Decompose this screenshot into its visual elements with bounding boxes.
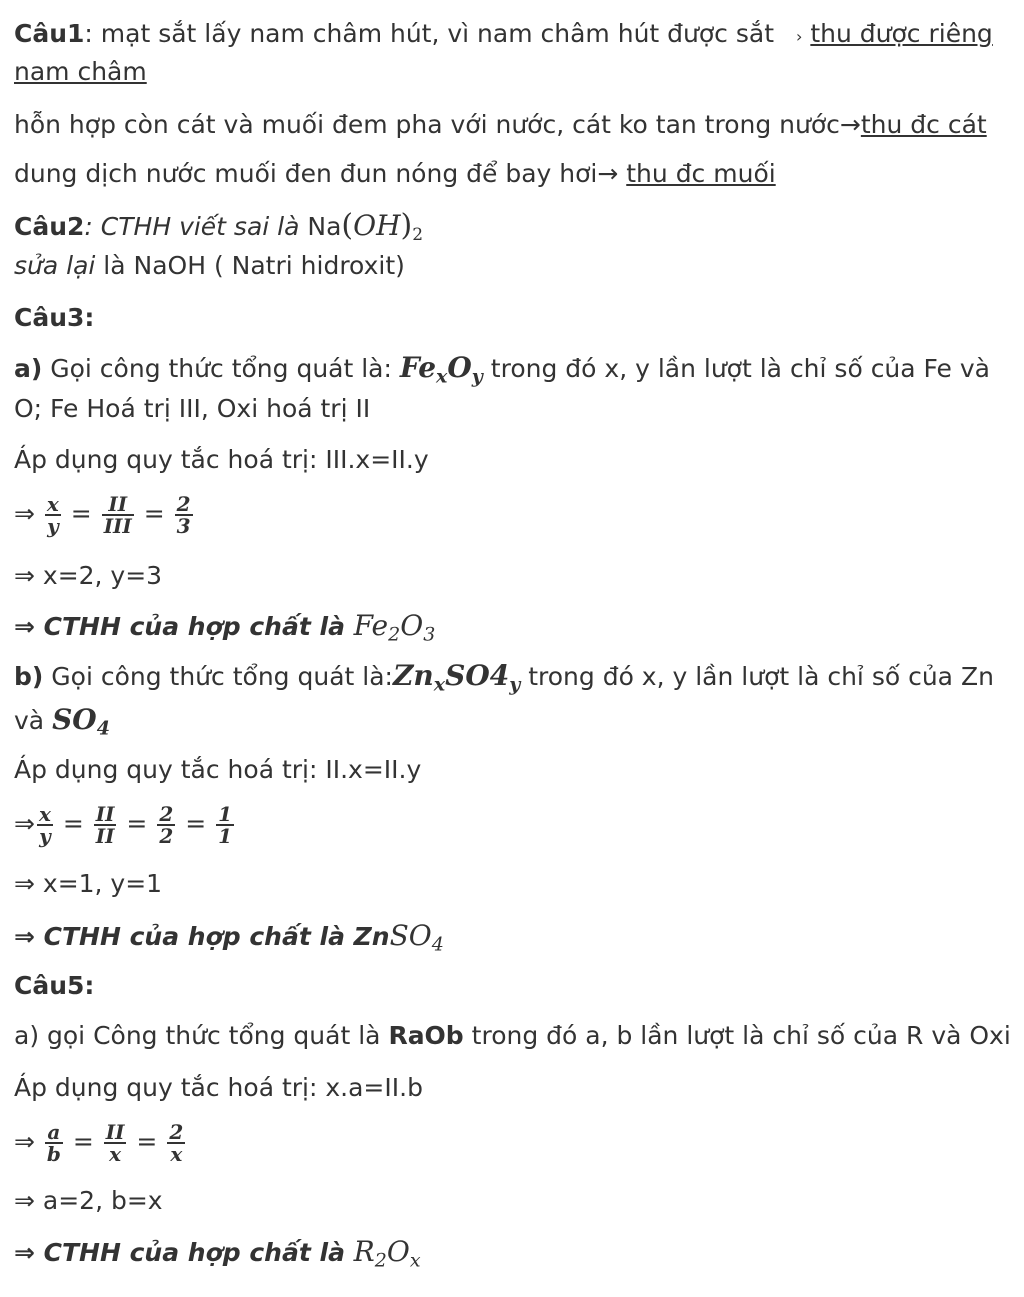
cau1-label: Câu1	[14, 19, 85, 48]
cau3-a-text1: Gọi công thức tổng quát là:	[42, 354, 400, 383]
cau3-b-line-1: b) Gọi công thức tổng quát $là:Zn_xSO4_y$ trong đó x, y lần lượt là chỉ số của Zn	[14, 659, 994, 696]
cau3-label: Câu3:	[14, 303, 95, 332]
cau1-result-c: thu đc muối	[626, 159, 776, 188]
arrow-icon: ›	[795, 27, 803, 46]
cau5-a-line-1: a) gọi Công thức tổng quát là RaOb trong đó a, b lần lượt là chỉ số của R và Oxi	[14, 1021, 1011, 1050]
cau2-wrong-na: Na	[307, 212, 342, 241]
cau2-wrong-oh: OH	[353, 209, 401, 242]
cau1-result-a2: nam châm	[14, 57, 147, 86]
cau1-result-b: thu đc cát	[860, 110, 987, 139]
cau2-line-1: Câu2: CTHH viết sai là $Na(OH)_2$	[14, 208, 424, 246]
cau2-line-2	[14, 248, 405, 284]
cau3-a-label: a)	[14, 354, 43, 383]
cau2-intro: : CTHH viết sai là	[84, 212, 308, 241]
cau3-a-fraction-line: ⇒ $\frac{x}{y}$ = $\frac{II}{\text{III}}$ = $\frac{2}{3}$	[14, 492, 191, 538]
cau2-label: Câu2	[14, 212, 85, 241]
cau1-line-2	[14, 54, 147, 90]
cau1-text-c: dung dịch nước muối đen đun nóng để bay hơi→	[14, 159, 627, 188]
cau3-a-formula: $Fe_xO_y$	[399, 351, 483, 388]
cau3-a-result: ⇒ x=2, y=3	[14, 561, 163, 590]
cau3-a-text3: O; Fe Hoá trị III, Oxi hoá trị II	[14, 394, 371, 423]
cau3-a-rule: Áp dụng quy tắc hoá trị: III.x=II.y	[14, 445, 429, 474]
cau3-b-formula: $Zn_xSO4_y$	[392, 659, 521, 696]
cau5-label: Câu5:	[14, 971, 95, 1000]
cau3-b-final: ⇒ CTHH của hợp chất là ZnSO$_4$	[14, 919, 444, 956]
cau3-b-result: ⇒ x=1, y=1	[14, 869, 163, 898]
cau1-text-b: hỗn hợp còn cát và muối đem pha với nước, cát ko tan trong nước→	[14, 110, 861, 139]
cau1-line-3	[14, 107, 987, 143]
cau3-b-fraction-line: ⇒ $\frac{x}{y}$ = $\frac{II}{II}$ = $\frac{2}{2}$ = $\frac{1}{1}$	[14, 802, 233, 848]
cau5-a-rule: Áp dụng quy tắc hoá trị: x.a=II.b	[14, 1073, 423, 1102]
cau3-a-line-1	[14, 350, 990, 395]
cau2-fix-text: là NaOH ( Natri hidroxit)	[95, 251, 405, 280]
cau5-fraction-line: ⇒ $\frac{a}{b}$ = $\frac{II}{x}$ = $\frac{2}{x}$	[14, 1120, 184, 1166]
cau1-line-4	[14, 156, 776, 192]
cau3-b-label: b)	[14, 662, 44, 691]
cau2-wrong-sub: 2	[412, 225, 424, 246]
cau5-result: ⇒ a=2, b=x	[14, 1186, 163, 1215]
frac-x-y: $\frac{x}{y}$	[46, 492, 59, 538]
cau1-text-a: : mạt sắt lấy nam châm hút, vì nam châm hút được sắt	[84, 19, 775, 48]
cau1-line-1	[14, 16, 993, 55]
cau3-a-final: ⇒ CTHH của hợp chất là $Fe_2O_3$	[14, 609, 436, 646]
cau3-b-line-2: và $SO_4$	[14, 703, 110, 740]
cau1-result-a1: thu được riêng	[810, 19, 993, 48]
frac-2-3: $\frac{2}{3}$	[176, 492, 191, 538]
cau3-a-text2: trong đó x, y lần lượt là chỉ số của Fe và	[482, 354, 991, 383]
cau5-final: ⇒ CTHH của hợp chất là $R_2O_x$	[14, 1235, 421, 1272]
frac-ii-iii: $\frac{II}{\text{III}}$	[103, 492, 132, 538]
cau3-b-rule: Áp dụng quy tắc hoá trị: II.x=II.y	[14, 755, 422, 784]
cau2-fix-label: sửa lại	[14, 251, 96, 280]
